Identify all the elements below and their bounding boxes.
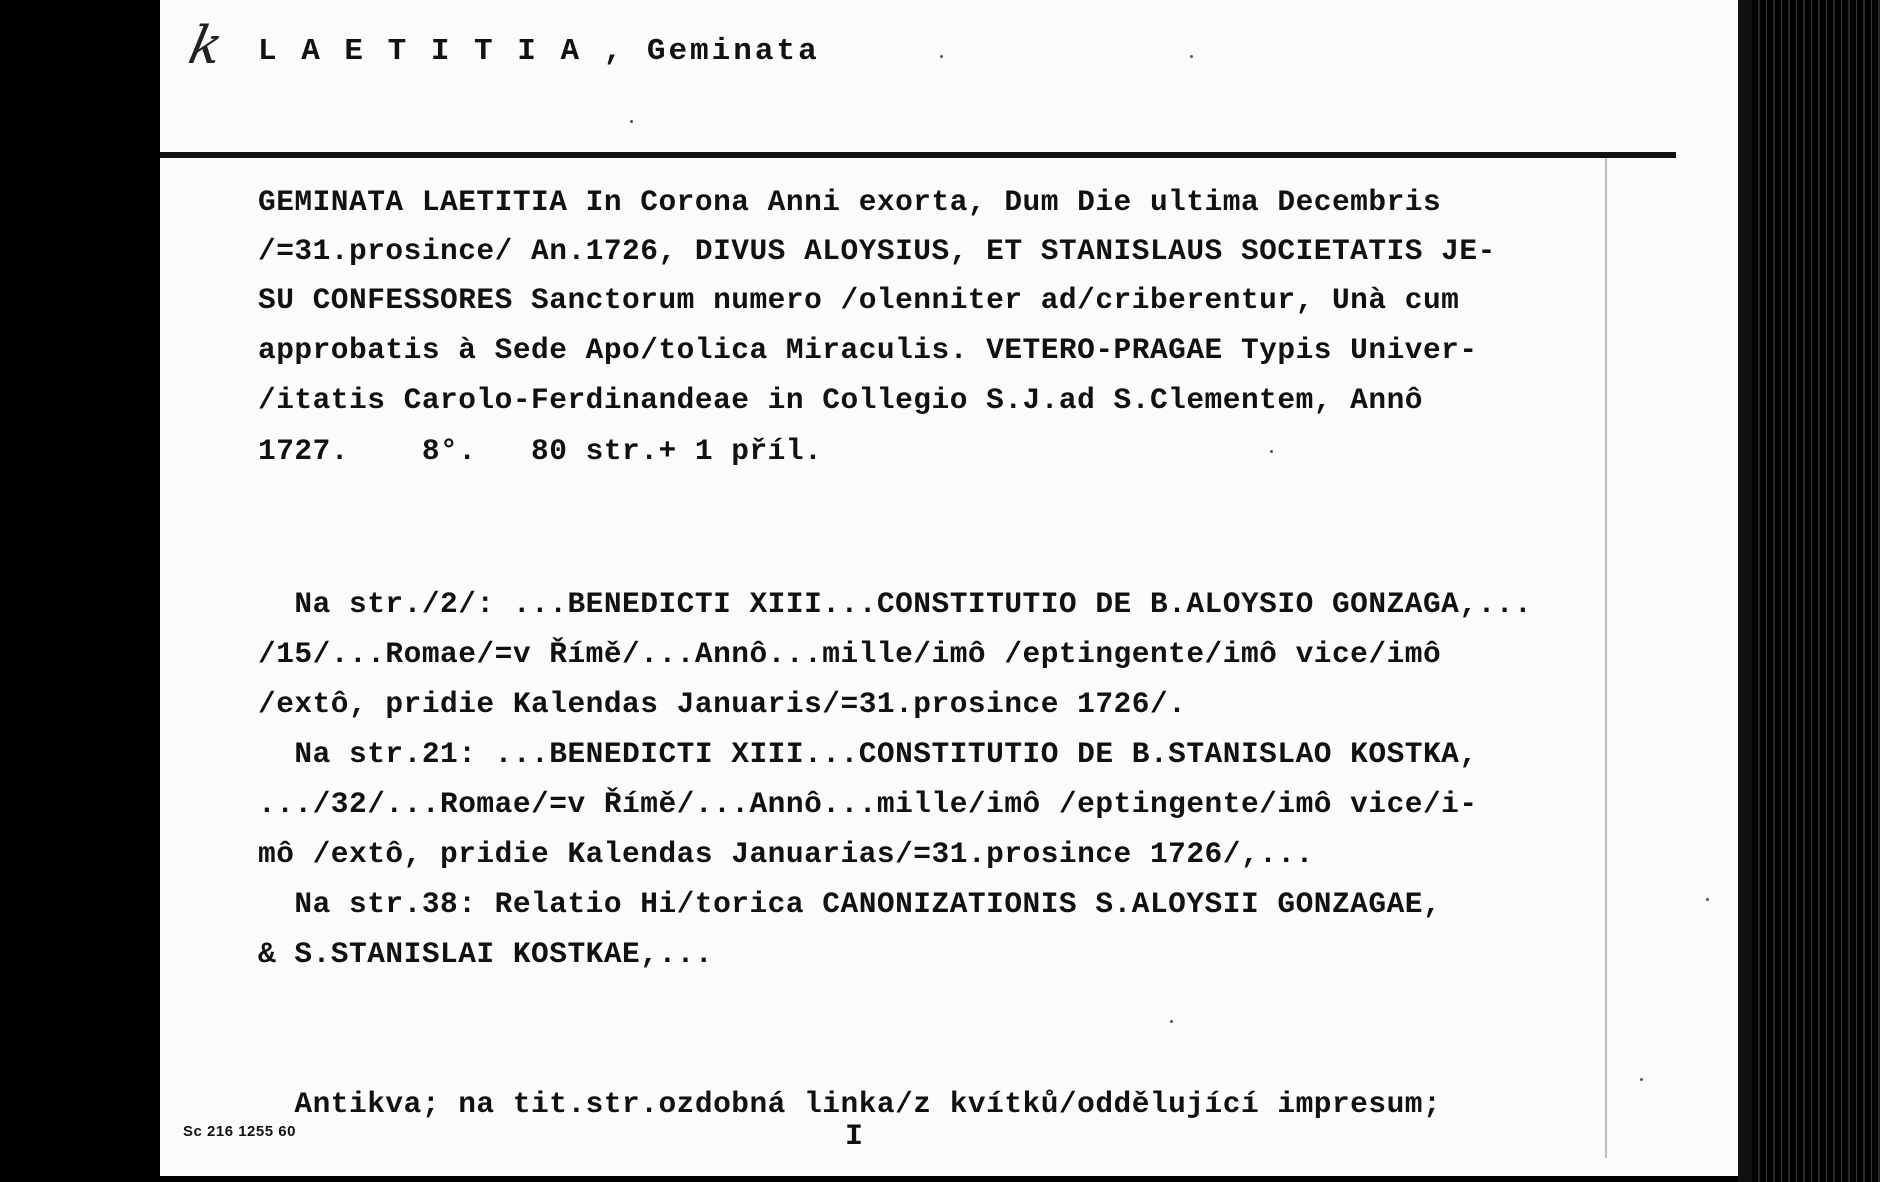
dust-speck [1270,450,1273,453]
film-strip-edge [1752,0,1880,1182]
description-line: Antikva; na tit.str.ozdobná linka/z kvítků/oddělující impresum; [258,1087,1442,1121]
note-line-8: & S.STANISLAI KOSTKAE,... [258,937,714,971]
note-line-2: /15/...Romae/=v Římě/...Annô...mille/imô /eptingente/imô vice/imô [258,637,1442,671]
entry-line-4: approbatis à Sede Apo/tolica Miraculis. VETERO-PRAGAE Typis Univer- [258,333,1478,367]
note-line-3: /extô, pridie Kalendas Januaris/=31.prosince 1726/. [258,687,1187,721]
entry-line-1: GEMINATA LAETITIA In Corona Anni exorta, Dum Die ultima Decembris [258,185,1442,219]
heading-divider [160,152,1676,158]
entry-line-5: /itatis Carolo-Ferdinandeae in Collegio S.J.ad S.Clementem, Annô [258,383,1423,417]
entry-line-3: SU CONFESSORES Sanctorum numero /olenniter ad/criberentur, Unà cum [258,283,1460,317]
note-line-5: .../32/...Romae/=v Římě/...Annô...mille/imô /eptingente/imô vice/i- [258,787,1478,821]
margin-line [1605,158,1607,1158]
dust-speck [1190,55,1193,58]
note-line-4: Na str.21: ...BENEDICTI XIII...CONSTITUTIO DE B.STANISLAO KOSTKA, [258,737,1478,771]
dust-speck [1706,898,1709,901]
entry-line-2: /=31.prosince/ An.1726, DIVUS ALOYSIUS, ET STANISLAUS SOCIETATIS JE- [258,234,1496,268]
dust-speck [1170,1020,1173,1023]
note-line-1: Na str./2/: ...BENEDICTI XIII...CONSTITUTIO DE B.ALOYSIO GONZAGA,... [258,587,1533,621]
dust-speck [630,120,633,123]
scan-edge [1738,0,1752,1182]
card-heading: L A E T I T I A , Geminata [258,34,820,69]
page-mark: I [845,1120,865,1154]
note-line-7: Na str.38: Relatio Hi/torica CANONIZATIONIS S.ALOYSII GONZAGAE, [258,887,1442,921]
entry-line-6: 1727. 8°. 80 str.+ 1 příl. [258,434,823,468]
dust-speck [940,55,943,58]
dust-speck [1640,1078,1643,1081]
note-line-6: mô /extô, pridie Kalendas Januarias/=31.prosince 1726/,... [258,837,1314,871]
handwritten-initial: k [183,16,228,76]
card-catalog-number: Sc 216 1255 60 [183,1123,296,1140]
